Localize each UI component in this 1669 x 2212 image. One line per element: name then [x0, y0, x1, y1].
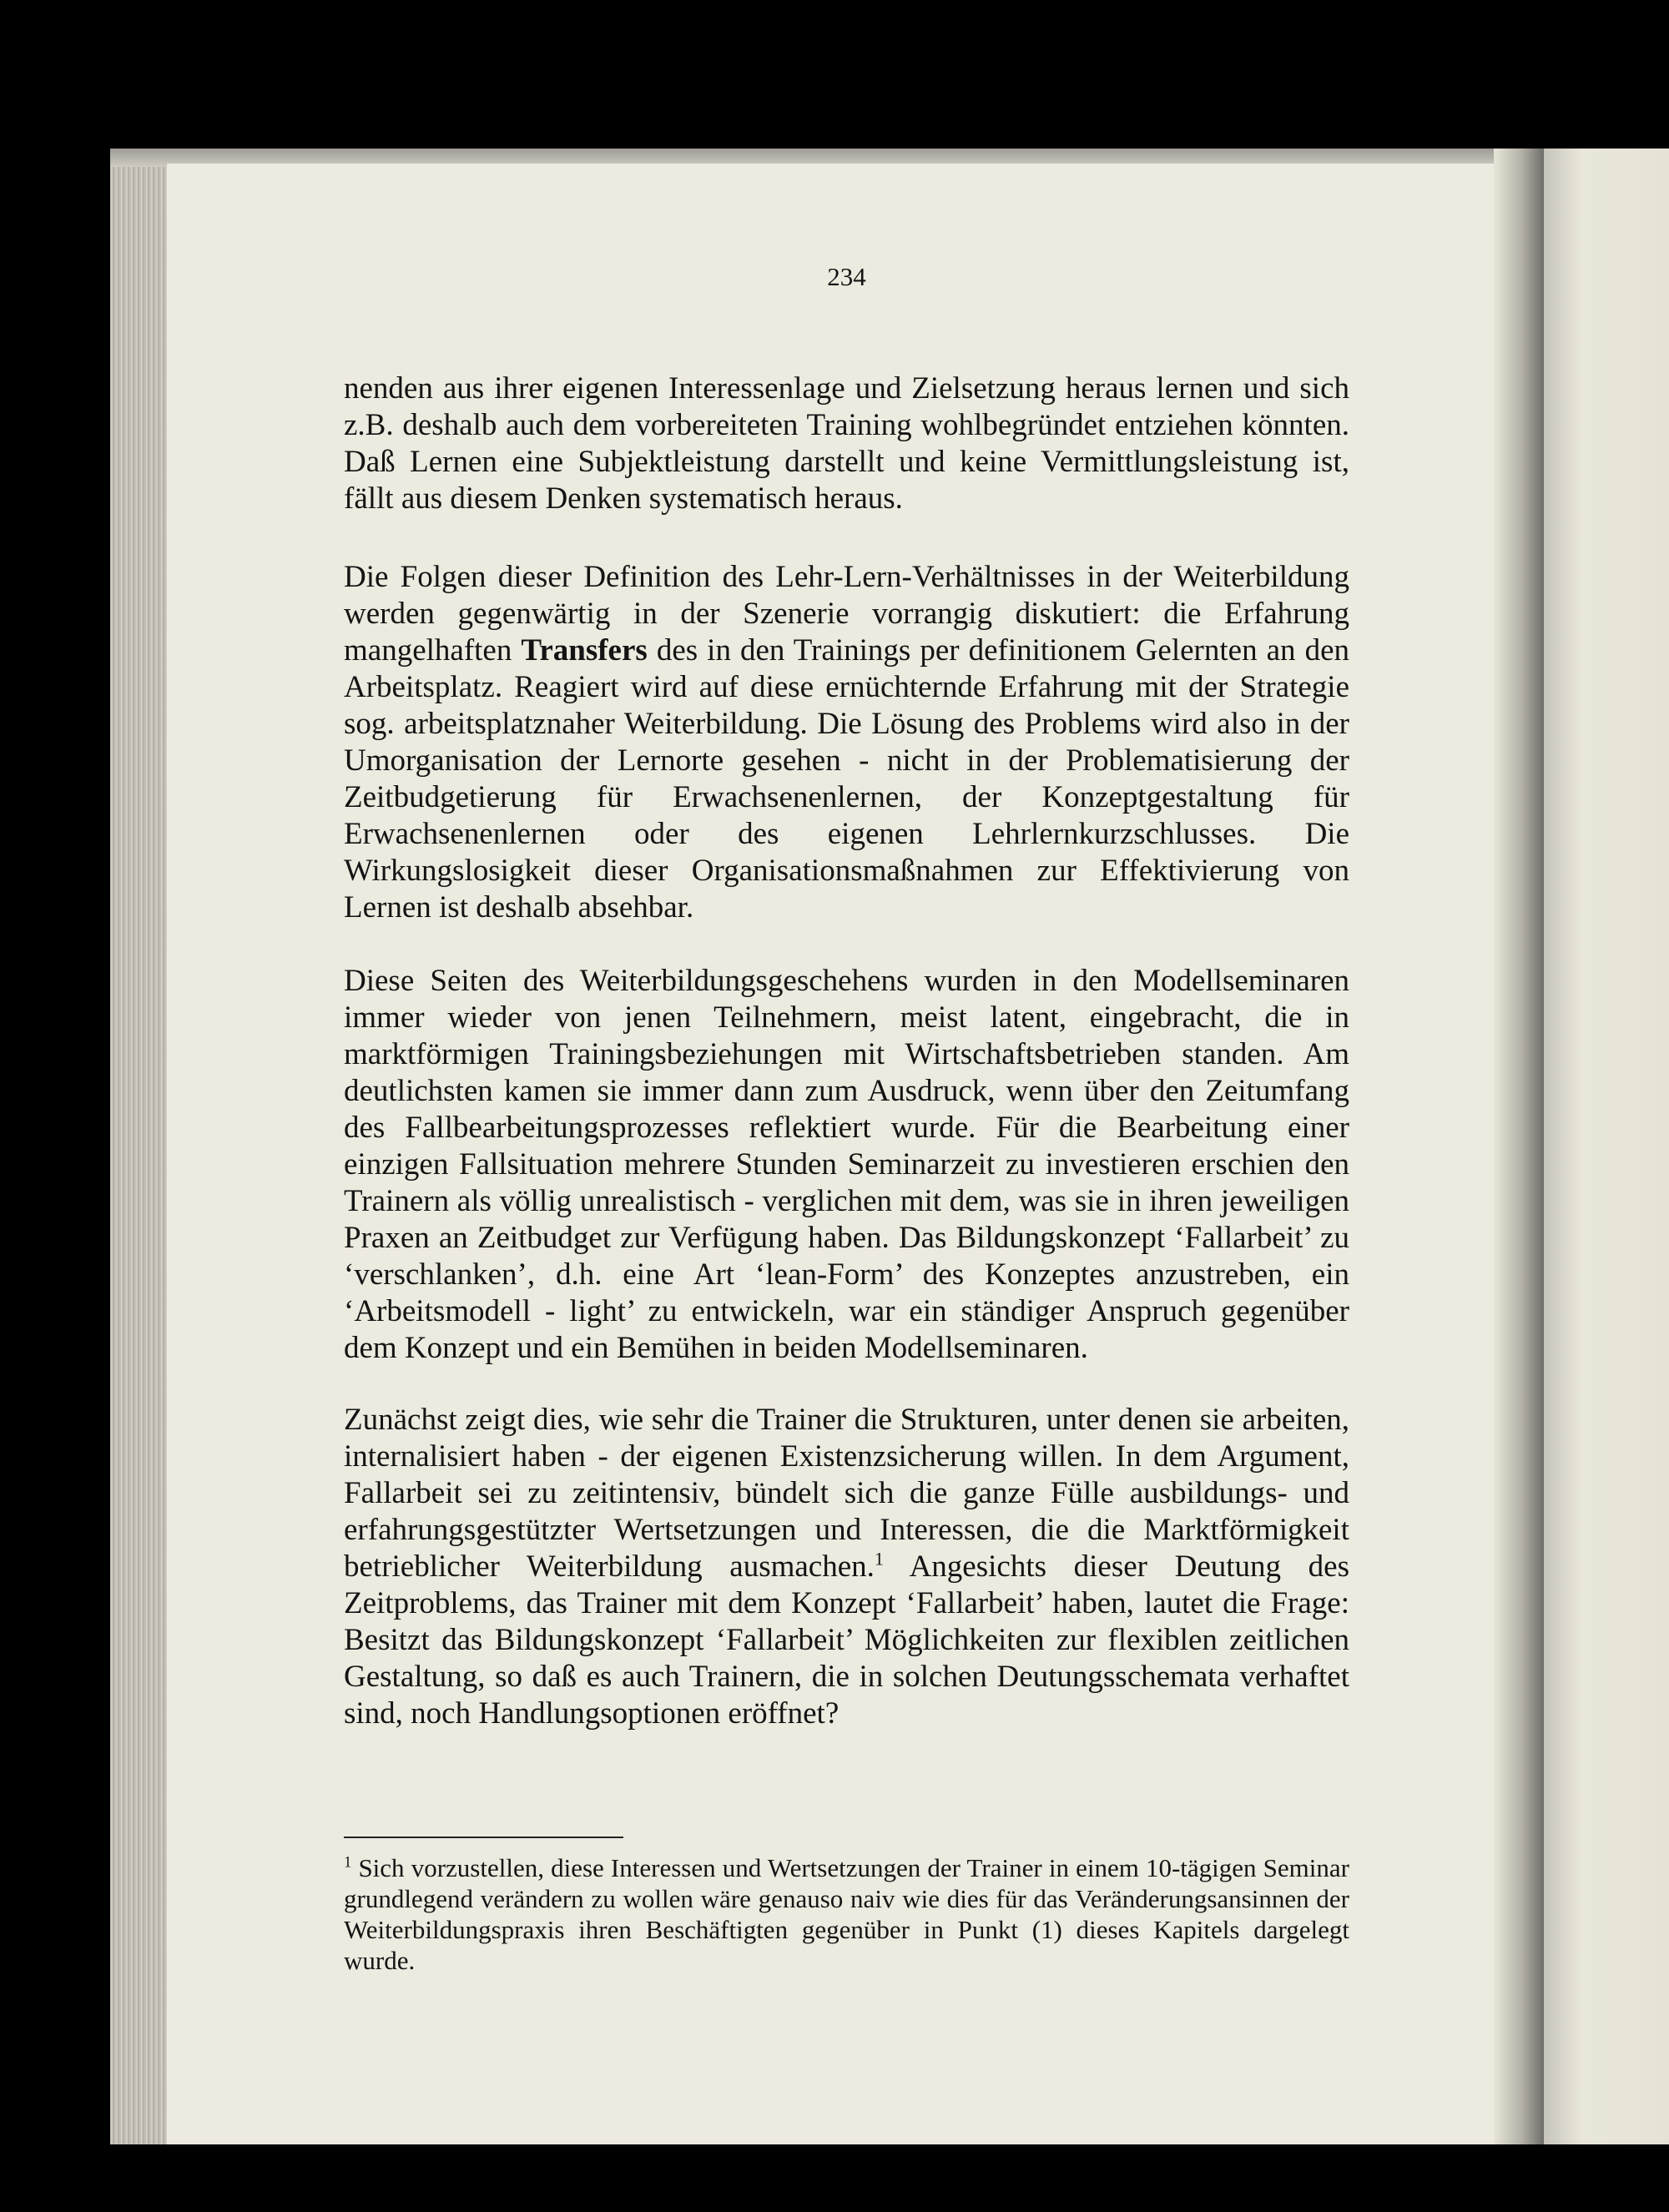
book-gutter — [1494, 149, 1544, 2144]
paragraph-2-text-start: Die Folgen dieser Definition des Lehr-Lern-Verhältnisses in der Weiterbildung werden gegenwärtig in der Szenerie vorrangig diskutiert: die Erfahrung mangelhaften — [344, 560, 1349, 668]
footnote-reference: 1 — [874, 1548, 884, 1570]
paragraph-4 — [344, 1402, 1349, 1732]
footnote — [344, 1852, 1349, 1976]
paragraph-4-text-end: Angesichts dieser Deutung des Zeitproblems, das Trainer mit dem Konzept ‘Fallarbeit’ haben, lautet die Frage: Besitzt das Bildungskonzept ‘Fallarbeit’ Möglichkeiten zur flexiblen zeitlichen Gestaltung, so daß es auch Trainern, die in solchen Deutungsschemata verhaftet sind, noch Handlungsoptionen eröffnet? — [344, 1549, 1349, 1731]
page-number: 234 — [827, 262, 866, 291]
paragraph-1: nenden aus ihrer eigenen Interessenlage und Zielsetzung heraus lernen und sich z.B. deshalb auch dem vorbereiteten Training wohlbegründet entziehen könnten. Daß Lernen eine Subjektleistung darstellt und keine Vermittlungsleistung ist, fällt aus diesem Denken systematisch heraus. — [344, 371, 1349, 516]
facing-page — [1544, 149, 1669, 2144]
paragraph-2 — [344, 559, 1349, 926]
paragraph-2-text-end: des in den Trainings per definitionem Gelernten an den Arbeitsplatz. Reagiert wird auf diese ernüchternde Erfahrung mit der Strategie sog. arbeitsplatznaher Weiterbildung. Die Lösung des Problems wird also in der Umorganisation der Lernorte gesehen - nicht in der Problematisierung der Zeitbudgetierung für Erwachsenenlernen, der Konzeptgestaltung für Erwachsenenlernen oder des eigenen Lehrlernkurzschlusses. Die Wirkungslosigkeit dieser Organisationsmaßnahmen zur Effektivierung von Lernen ist deshalb absehbar. — [344, 633, 1349, 925]
footnote-text: Sich vorzustellen, diese Interessen und Wertsetzungen der Trainer in einem 10-tägigen Seminar grundlegend verändern zu wollen wäre genauso naiv wie dies für das Veränderungsansinnen der Weiterbildungspraxis ihren Beschäftigten gegenüber in Punkt (1) dieses Kapitels dargelegt wurde. — [344, 1853, 1349, 1975]
footnote-divider — [344, 1837, 623, 1838]
paragraph-4-text-start: Zunächst zeigt dies, wie sehr die Trainer die Strukturen, unter denen sie arbeiten, internalisiert haben - der eigenen Existenzsicherung willen. In dem Argument, Fallarbeit sei zu zeitintensiv, bündelt sich die ganze Fülle ausbildungs- und erfahrungsgestützter Wertsetzungen und Interessen, die die Marktförmigkeit betrieblicher Weiterbildung ausmachen. — [344, 1403, 1349, 1584]
footnote-marker: 1 — [344, 1853, 352, 1872]
paragraph-3: Diese Seiten des Weiterbildungsgeschehens wurden in den Modellseminaren immer wieder von jenen Teilnehmern, meist latent, eingebracht, die in marktförmigen Trainingsbeziehungen mit Wirtschaftsbetrieben standen. Am deutlichsten kamen sie immer dann zum Ausdruck, wenn über den Zeitumfang des Fallbearbeitungsprozesses reflektiert wurde. Für die Bearbeitung einer einzigen Fallsituation mehrere Stunden Seminarzeit zu investieren erschien den Trainern als völlig unrealistisch - verglichen mit dem, was sie in ihren jeweiligen Praxen an Zeitbudget zur Verfügung haben. Das Bildungskonzept ‘Fallarbeit’ zu ‘verschlanken’, d.h. eine Art ‘lean-Form’ des Konzeptes anzustreben, ein ‘Arbeitsmodell - light’ zu entwickeln, war ein ständiger Anspruch gegenüber dem Konzept und ein Bemühen in beiden Modellseminaren. — [344, 964, 1349, 1365]
term-transfers: Transfers — [521, 633, 648, 668]
